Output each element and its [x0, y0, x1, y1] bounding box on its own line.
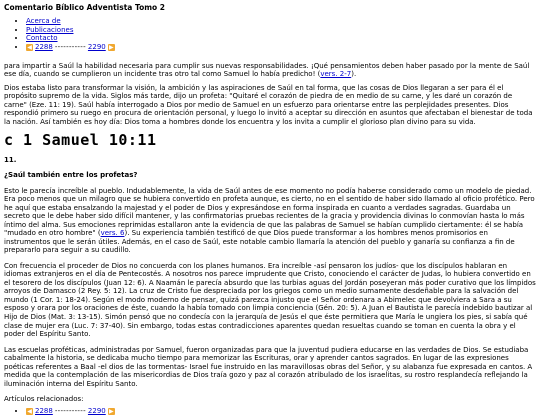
paragraph-1 — [4, 62, 536, 79]
arrow-left-icon[interactable]: • ◀ — [27, 43, 32, 51]
verse-link-6[interactable]: vers. 6 — [100, 229, 125, 238]
related-prev-link[interactable]: 2288 — [35, 407, 53, 416]
pager-bottom — [26, 407, 115, 416]
paragraph-3-text: Esto le parecía increíble al pueblo. Indudablemente, la vida de Saúl antes de ese momento no podía haberse considerado como un modelo de piedad. Era poco menos que un milagro que se hubiera convertido en profeta aunque, es cierto, no en el sentido de haber sido llamado al oficio profético. Pero he aquí que estaba ensalzando la majestad y el poder de Dios y expresándose en forma inspirada en cuanto a verdades sagradas. Guardaba un secreto que le debe haber sido difícil mantener, y las confirmatorias pruebas recientes de la gracia y providencia divinas lo conmovían hasta lo más íntimo del alma. Sus emociones reprimidas estallaron ante la evidencia de que las palabras de Samuel se habían cumplido ciertamente: él se había "mudado en otro hombre" ( — [4, 186, 535, 238]
paragraph-1-text: para impartir a Saúl la habilidad necesaria para cumplir sus nuevas responsabilidades. ¡Qué pensamientos deben haber pasado por la mente de Saúl ese día, cuando se cumplieron un incidente tras otro tal como Samuel lo había predicho! ( — [4, 61, 530, 79]
pager-top — [26, 43, 115, 52]
arrow-right-icon[interactable]: ▶ — [108, 407, 114, 415]
paragraph-2: Dios estaba listo para transformar la visión, la ambición y las aspiraciones de Saúl en tal forma, que las cosas de Dios llegaran a ser para él el propósito supremo de la vida. Siglos más tarde, dijo un profeta: "Quitaré el corazón de piedra de en medio de su carne, y les daré un corazón de carne" (Eze. 11: 19). Saúl había interrogado a Dios por medio de Samuel en un esfuerzo para orientarse entre las perplejidades presentes. Dios respondió primero su ruego en procura de orientación personal, y luego lo invitó a aceptar su dirección en asuntos que afectaban el bienestar de toda la nación. Así también es hoy día: Dios toma a hombres donde los encuentra y los invita a cumplir el glorioso plan divino para su vida. — [4, 83, 533, 126]
nav-item — [26, 34, 536, 43]
paragraph-3 — [4, 187, 536, 255]
verse-heading: c 1 Samuel 10:11 — [4, 131, 157, 150]
nav-link-contacto[interactable]: Contacto — [26, 34, 58, 43]
arrow-right-icon[interactable]: ▶ — [108, 43, 114, 51]
prev-page-link[interactable]: 2288 — [35, 42, 53, 51]
related-next-link[interactable]: 2290 — [87, 407, 106, 416]
question-heading: ¿Saúl también entre los profetas? — [4, 171, 138, 180]
nav-item — [26, 26, 536, 35]
paragraph-1-tail: ). — [351, 70, 357, 79]
nav-list — [4, 17, 536, 51]
related-pager-dashes: ----------- — [54, 407, 86, 416]
next-page-link[interactable]: 2290 — [87, 42, 106, 51]
paragraph-4: Con frecuencia el proceder de Dios no concuerda con los planes humanos. Era increíble -así pensaron los judíos- que los discípulos hablaran en idiomas extranjeros en el día de Pentecostés. A nosotros nos parece imprudente que Cristo, conociendo el carácter de Judas, lo hubiera convertido en el tesorero de los discípulos (Juan 12: 6). A Naamán le parecía absurdo que las turbias aguas del Jordán poseyeran más poder curativo que los límpidos arroyos de Damasco (2 Rey. 5: 12). La cruz de Cristo fue despreciada por los griegos como un medio sumamente desdeñable para la salvación del mundo (1 Cor. 1: 18-24). Según el modo moderno de pensar, quizá parezca injusto que el Señor ordenara a Abimelec que devolviera a Sara a su esposo y orara por los oraciones de éste, cuando la había tomado con limpia conciencia (Gén. 20: 5). A Juan el Bautista le parecía indebido bautizar al Hijo de Dios (Mat. 3: 13-15). Simón pensó que no condecía con la jerarquía de Jesús el que éste permitiera que María le ungiera los pies, si sabía qué clase de mujer era (Luc. 7: 37-40). Sin embargo, todas estas contradicciones aparentes quedan resueltas cuando se toman en cuenta la obra y el poder del Espíritu Santo. — [4, 261, 536, 339]
nav-item-pager — [26, 43, 536, 52]
nav-item — [26, 17, 536, 26]
related-label: Artículos relacionados: — [4, 395, 84, 404]
nav-link-acerca[interactable]: Acerca de — [26, 17, 61, 26]
related-item — [26, 407, 536, 416]
arrow-left-icon[interactable]: • ◀ — [27, 407, 32, 415]
paragraph-5: Las escuelas proféticas, administradas por Samuel, fueron organizadas para que la juventud pudiera educarse en las verdades de Dios. Se estudiaba cabalmente la historia, se dedicaba mucho tiempo para memorizar las Escrituras, orar y aprender cantos sagrados. En lugar de las expresiones poéticas referentes a Baal -el dios de las tormentas- Israel fue instruido en las maravillosas obras del Señor, y su alabanza fue expresada en cantos. A medida que la contemplación de las misericordias de Dios traía gozo y paz al corazón atribulado de los israelitas, su rostro resplandecía reflejando la iluminación interna del Espíritu Santo. — [4, 345, 533, 388]
pager-dashes: ----------- — [54, 42, 86, 51]
nav-link-publicaciones[interactable]: Publicaciones — [26, 25, 74, 34]
verse-link-2-7[interactable]: vers. 2-7 — [320, 70, 352, 79]
verse-number: 11. — [4, 155, 17, 164]
related-list — [4, 407, 536, 416]
paragraph-3-tail: ). Su experiencia también testificó de que Dios puede transformar a los hombres menos promisorios en instrumentos que le serán útiles. Además, en el caso de Saúl, este notable cambio llamaría la atención del pueblo y ganaría su confianza a fin de prepararlo para seguir a su caudillo. — [4, 229, 515, 255]
site-title: Comentario Bíblico Adventista Tomo 2 — [4, 3, 166, 12]
